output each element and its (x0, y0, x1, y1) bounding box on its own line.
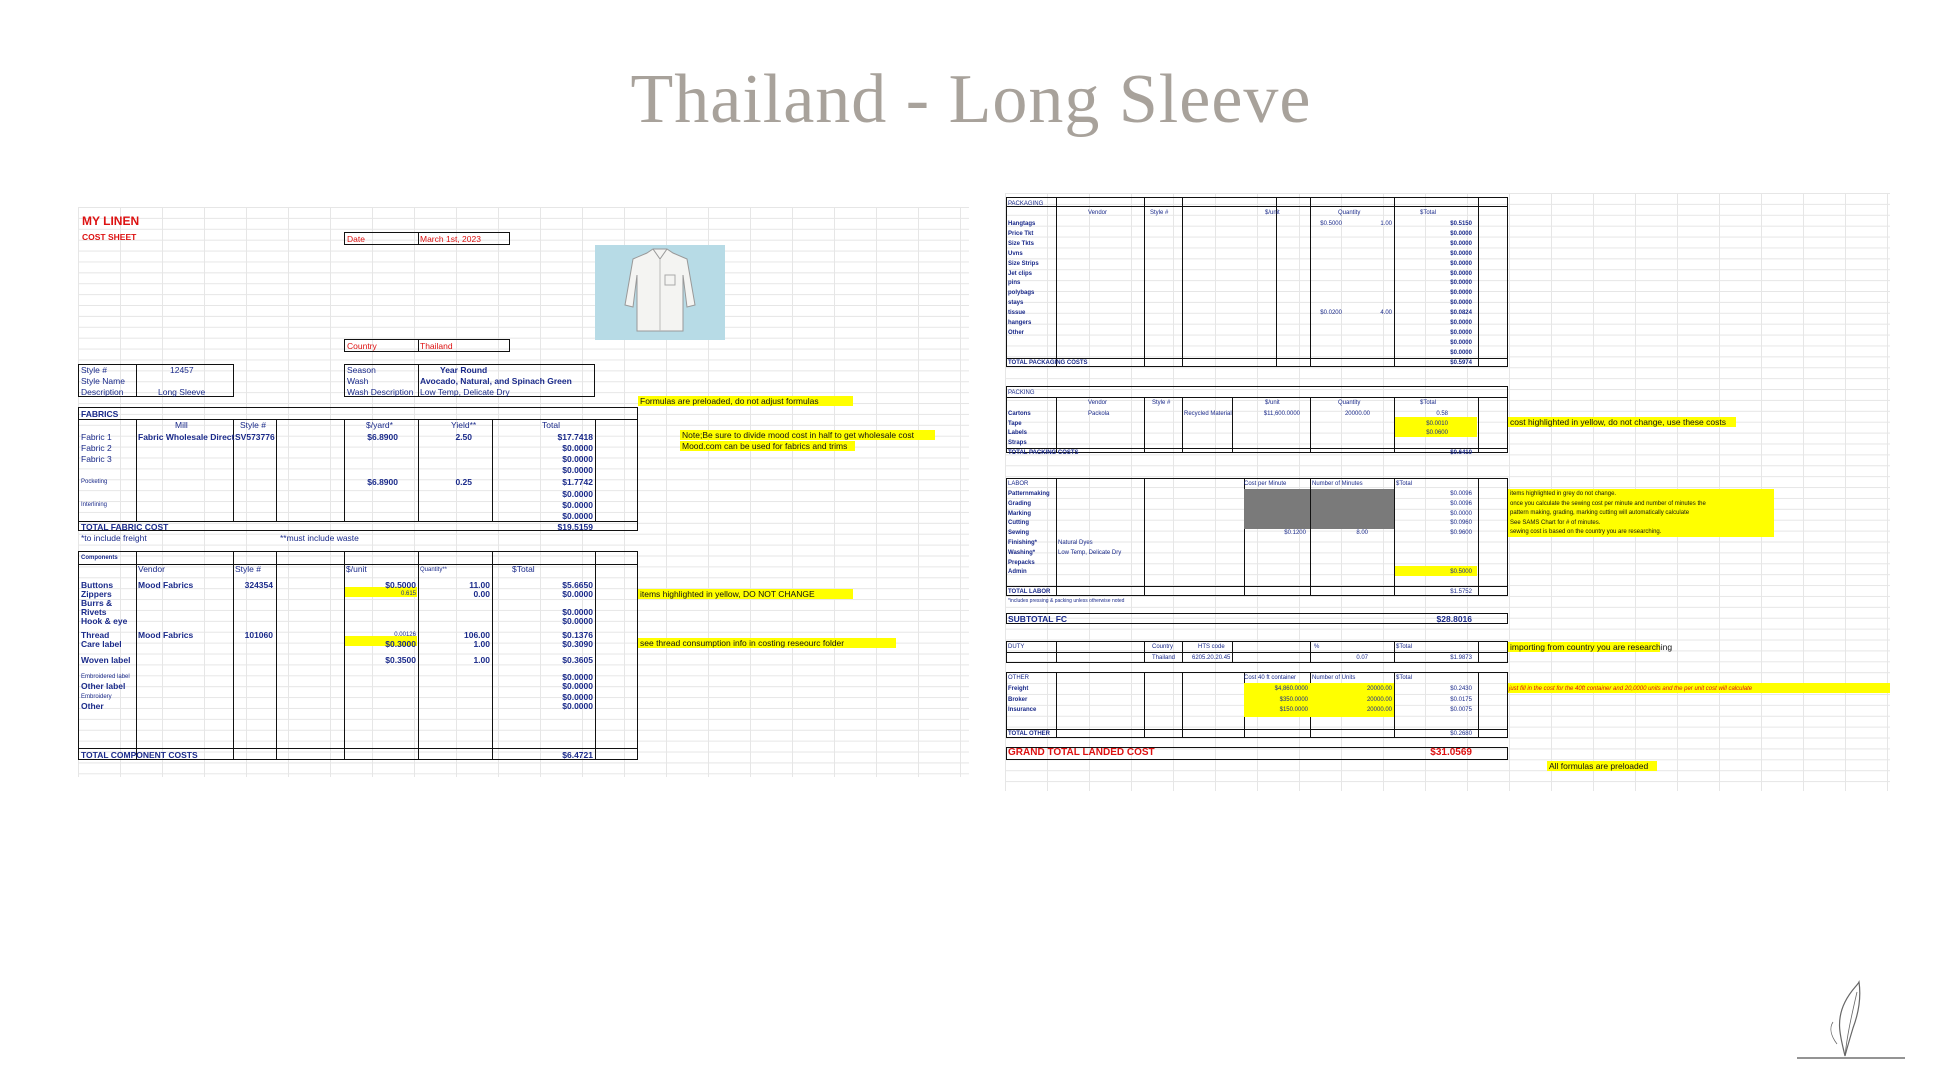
component-row-total: $0.3090 (562, 639, 593, 649)
duty-col-hts: HTS code (1198, 644, 1225, 650)
labor-row-label: Admin (1008, 569, 1027, 576)
labor-col-minutes: Number of Minutes (1312, 481, 1363, 487)
column-line (1478, 397, 1479, 453)
packaging-row-total: $0.0000 (1450, 339, 1472, 346)
other-row-units: 20000.00 (1366, 707, 1392, 714)
description-value: Long Sleeve (158, 387, 206, 397)
packing-col-style: Style # (1152, 400, 1171, 406)
labor-row-min: 8.00 (1356, 530, 1368, 537)
labor-row-label: Sewing (1008, 530, 1030, 537)
packing-row-label: Tape (1008, 420, 1022, 427)
component-row-unit: 0.615 (400, 591, 416, 597)
duty-col-total: $Total (1396, 644, 1413, 650)
packaging-row-total: $0.0000 (1450, 320, 1472, 326)
column-line (1144, 197, 1145, 367)
column-line (1310, 489, 1311, 529)
labor-row-total: $0.0096 (1450, 500, 1472, 507)
column-line (1276, 197, 1277, 367)
total-fabric-label: TOTAL FABRIC COST (81, 522, 169, 532)
fab-col-style: Style # (240, 420, 266, 430)
component-row-total: $0.3605 (562, 655, 593, 665)
column-line (1394, 197, 1395, 367)
column-line (136, 364, 137, 397)
column-line (1478, 478, 1479, 596)
packaging-row-total: $0.0000 (1450, 230, 1472, 237)
total-packing-label: TOTAL PACKING COSTS (1008, 450, 1079, 456)
duty-label: DUTY (1008, 644, 1025, 650)
component-row-total: $5.6650 (562, 580, 593, 590)
column-line (344, 551, 345, 760)
duty-note: importing from country you are researching (1510, 642, 1673, 652)
fabric-row-label: Fabric 2 (81, 443, 112, 453)
column-line (418, 232, 419, 245)
fabric-row-label: Fabric 1 (81, 432, 112, 442)
labor-row-label: Washing* (1008, 549, 1036, 556)
fabric-row-label: Fabric 3 (81, 454, 112, 464)
component-row-vendor: Mood Fabrics (138, 580, 194, 590)
grand-total-value: $31.0569 (1430, 747, 1472, 758)
component-row-unit: $0.5000 (385, 580, 416, 590)
brand-title: MY LINEN (82, 214, 140, 228)
column-line (418, 551, 419, 760)
packaging-row-label: Price Tkt (1008, 230, 1034, 237)
other-col-total: $Total (1396, 675, 1413, 681)
fabric-row-mill: Fabric Wholesale Direct (138, 432, 235, 442)
column-line (1394, 478, 1395, 596)
fabric-row-total: $0.0000 (562, 454, 593, 464)
fabric-row-label: Pocketing (81, 479, 108, 485)
column-line (418, 339, 419, 352)
component-row-total: $0.1376 (562, 630, 593, 640)
date-label: Date (347, 234, 365, 244)
packing-col-qty: Quantity (1338, 400, 1361, 406)
column-line (1144, 478, 1145, 596)
packaging-row-unit: $0.5000 (1320, 221, 1342, 227)
labor-footnote: *includes pressing & packing unless otherwise noted (1008, 598, 1125, 604)
total-other-value: $0.2680 (1450, 731, 1472, 737)
component-row-label: Burrs & (81, 598, 113, 608)
labor-note: items highlighted in grey do not change. (1510, 491, 1617, 497)
subtotal-value: $28.8016 (1436, 614, 1472, 624)
component-row-label: Care label (81, 639, 122, 649)
comp-col-style: Style # (235, 564, 261, 574)
component-row-label: Other (81, 701, 104, 711)
slide-title: Thailand - Long Sleeve (630, 61, 1312, 138)
duty-col-country: Country (1152, 644, 1174, 650)
fabric-row-style: SV573776 (235, 432, 275, 442)
total-packing-value: $0.6410 (1450, 450, 1472, 456)
other-row-units: 20000.00 (1366, 686, 1392, 692)
component-row-label: Embroidered label (81, 674, 130, 680)
labor-note: once you calculate the sewing cost per minute and number of minutes the (1510, 500, 1706, 507)
component-row-total: $0.0000 (562, 672, 593, 682)
fabrics-header: FABRICS (81, 409, 119, 419)
packaging-row-total: $0.0000 (1450, 270, 1472, 277)
other-row-cost: $350.0000 (1279, 696, 1308, 703)
pkg-col-vendor: Vendor (1088, 210, 1108, 216)
total-components-value: $6.4721 (562, 750, 593, 760)
packaging-row-total: $0.0000 (1450, 240, 1472, 247)
packing-row-total: 0.58 (1436, 411, 1448, 417)
component-row-label: Zippers (81, 589, 112, 599)
other-row-total: $0.0075 (1450, 707, 1472, 714)
labor-row-label: Finishing* (1008, 540, 1037, 546)
component-row-label: Buttons (81, 580, 114, 590)
wash-desc-label: Wash Description (347, 387, 414, 397)
grey-locked-cells (1244, 489, 1394, 529)
season-value: Year Round (440, 365, 488, 375)
labor-row-total: $0.5000 (1450, 569, 1472, 576)
component-row-unit: 0.00126 (394, 632, 416, 638)
packaging-row-label: Hangtags (1008, 221, 1036, 227)
fabric-row-yard: $6.8900 (367, 477, 398, 487)
component-row-label: Hook & eye (81, 616, 128, 626)
comp-col-vendor: Vendor (138, 564, 165, 574)
packing-row-label: Straps (1008, 440, 1027, 447)
labor-col-cpm: Cost per Minute (1244, 481, 1287, 487)
labor-row-total: $0.0960 (1450, 520, 1472, 527)
other-row-label: Insurance (1008, 707, 1037, 714)
style-name-label: Style Name (81, 376, 125, 386)
packaging-row-total: $0.0000 (1450, 300, 1472, 307)
wash-label: Wash (347, 376, 369, 386)
packing-row-label: Cartons (1008, 411, 1031, 417)
comp-col-total: $Total (512, 564, 535, 574)
packaging-row-total: $0.0000 (1450, 329, 1472, 336)
component-row-label: Woven label (81, 655, 131, 665)
labor-row-total: $0.0000 (1450, 510, 1472, 517)
packaging-row-label: hangers (1008, 320, 1032, 326)
labor-row-cpm: $0.1200 (1284, 530, 1306, 537)
style-no-label: Style # (81, 365, 107, 375)
labor-row-label: Cutting (1008, 520, 1029, 527)
packing-note: cost highlighted in yellow, do not change, use these costs (1510, 417, 1726, 427)
fabric-row-yield: 0.25 (455, 477, 472, 487)
total-components-label: TOTAL COMPONENT COSTS (81, 750, 198, 760)
column-line (1182, 397, 1183, 453)
column-line (492, 551, 493, 760)
labor-row-vendor: Low Temp, Delicate Dry (1058, 549, 1122, 556)
packing-row-qty: 20000.00 (1344, 411, 1370, 417)
yellow-note: items highlighted in yellow, DO NOT CHANGE (640, 589, 815, 599)
other-note: just fill in the cost for the 40ft container and 20,0000 units and the per unit cost will calculate (1509, 686, 1753, 692)
shirt-photo (595, 245, 725, 340)
right-cost-sheet (1005, 193, 1890, 791)
column-line (233, 551, 234, 760)
column-line (1182, 197, 1183, 367)
packaging-row-total: $0.5150 (1450, 221, 1472, 227)
packaging-row-total: $0.0824 (1450, 310, 1472, 317)
fabric-row-yield: 2.50 (455, 432, 472, 442)
description-label: Description (81, 387, 124, 397)
component-row-total: $0.0000 (562, 701, 593, 711)
component-row-qty: 1.00 (473, 655, 490, 665)
packing-col-vendor: Vendor (1088, 400, 1108, 406)
other-row-total: $0.2430 (1450, 686, 1472, 692)
fabric-row-total: $0.0000 (562, 465, 593, 475)
fabric-note-1: Note;Be sure to divide mood cost in half to get wholesale cost (682, 430, 914, 440)
other-col-cost: Cost 40 ft container (1244, 675, 1297, 681)
component-row-qty: 106.00 (464, 630, 490, 640)
labor-row-total: $0.9600 (1450, 530, 1472, 537)
packaging-row-label: Jet clips (1008, 270, 1033, 277)
left-cost-sheet (78, 207, 969, 777)
component-row-label: Rivets (81, 607, 107, 617)
labor-row-vendor: Natural Dyes (1058, 540, 1093, 546)
column-line (595, 551, 596, 760)
total-fabric-value: $19.5159 (557, 522, 593, 532)
freight-note: *to include freight (81, 533, 147, 543)
fabric-row-label: Interlining (81, 502, 108, 508)
packaging-row-total: $0.0000 (1450, 290, 1472, 297)
total-packaging-label: TOTAL PACKAGING COSTS (1008, 360, 1088, 366)
fab-col-yield: Yield** (451, 420, 477, 430)
packaging-row-label: Size Tkts (1008, 240, 1035, 247)
column-line (276, 551, 277, 760)
style-no-value: 12457 (170, 365, 194, 375)
labor-row-total: $0.0096 (1450, 491, 1472, 497)
component-row-style: 324354 (244, 580, 273, 590)
pkg-col-unit: $/unit (1265, 210, 1280, 216)
packing-row-label: Labels (1008, 430, 1028, 437)
pkg-col-style: Style # (1150, 210, 1169, 216)
other-header: OTHER (1008, 675, 1029, 681)
column-line (276, 419, 277, 522)
packaging-row-label: tissue (1008, 310, 1026, 317)
country-value: Thailand (420, 341, 453, 351)
leaf-logo-icon (1795, 978, 1907, 1060)
preloaded-note: All formulas are preloaded (1549, 761, 1649, 771)
rule-line (78, 748, 638, 749)
other-row-label: Broker (1008, 696, 1028, 703)
wash-value: Avocado, Natural, and Spinach Green (420, 376, 572, 386)
country-label: Country (347, 341, 377, 351)
component-row-total: $0.0000 (562, 616, 593, 626)
column-line (1310, 397, 1311, 453)
component-row-unit: $0.3500 (385, 655, 416, 665)
fab-col-yard: $/yard* (366, 420, 393, 430)
cost-sheet-label: COST SHEET (82, 232, 137, 242)
column-line (1056, 197, 1057, 367)
column-line (344, 419, 345, 522)
date-value: March 1st, 2023 (420, 234, 481, 244)
column-line (1056, 478, 1057, 596)
packaging-row-label: Other (1008, 329, 1025, 336)
component-row-total: $0.0000 (562, 607, 593, 617)
grand-total-label: GRAND TOTAL LANDED COST (1008, 747, 1155, 758)
fabric-row-total: $0.0000 (562, 489, 593, 499)
labor-col-total: $Total (1396, 481, 1413, 487)
fabric-note-2: Mood.com can be used for fabrics and trims (682, 441, 848, 451)
component-row-style: 101060 (244, 630, 273, 640)
duty-country: Thailand (1152, 655, 1176, 661)
packaging-header: PACKAGING (1008, 201, 1044, 207)
season-label: Season (347, 365, 376, 375)
packaging-row-label: Uvns (1008, 250, 1023, 257)
labor-note: See SAMS Chart for # of minutes. (1510, 519, 1601, 526)
column-line (1232, 397, 1233, 453)
column-line (1478, 197, 1479, 367)
other-col-units: Number of Units (1312, 675, 1356, 681)
wash-desc-value: Low Temp, Delicate Dry (420, 387, 510, 397)
component-row-total: $0.0000 (562, 692, 593, 702)
labor-row-label: Marking (1008, 510, 1032, 517)
packaging-row-label: polybags (1008, 290, 1035, 297)
thread-note: see thread consumption info in costing reseourc folder (640, 638, 845, 648)
column-line (136, 551, 137, 760)
labor-row-label: Patternmaking (1008, 491, 1050, 497)
subtotal-label: SUBTOTAL FC (1008, 614, 1068, 624)
component-row-qty: 1.00 (473, 639, 490, 649)
packing-row-total: $0.0600 (1426, 430, 1448, 437)
packaging-row-unit: $0.0200 (1320, 310, 1342, 317)
packing-col-unit: $/unit (1265, 400, 1280, 406)
packaging-row-total: $0.0000 (1450, 280, 1472, 287)
column-line (136, 419, 137, 522)
packing-row-total: $0.0010 (1426, 420, 1448, 427)
component-row-label: Other label (81, 681, 126, 691)
rule-line (1006, 206, 1508, 207)
packaging-row-total: $0.0000 (1450, 349, 1472, 356)
total-other-label: TOTAL OTHER (1008, 731, 1050, 737)
component-row-label: Thread (81, 630, 110, 640)
packaging-row-label: stays (1008, 300, 1024, 307)
packing-row-style: Recycled Material (1184, 411, 1232, 417)
packaging-row-total: $0.0000 (1450, 260, 1472, 267)
labor-row-label: Prepacks (1008, 559, 1035, 566)
column-line (1056, 397, 1057, 453)
component-row-label: Embroidery (81, 694, 112, 700)
packaging-row-label: Size Strips (1008, 260, 1039, 267)
packing-col-total: $Total (1420, 400, 1437, 406)
fabric-row-total: $0.0000 (562, 500, 593, 510)
component-row-qty: 11.00 (469, 580, 490, 590)
formulas-note: Formulas are preloaded, do not adjust formulas (640, 396, 819, 406)
component-row-total: $0.0000 (562, 589, 593, 599)
component-row-vendor: Mood Fabrics (138, 630, 194, 640)
labor-note: sewing cost is based on the country you are researching. (1510, 529, 1662, 536)
component-row-total: $0.0000 (562, 681, 593, 691)
other-row-cost: $4,860.0000 (1274, 686, 1308, 692)
fab-col-total: Total (542, 420, 560, 430)
duty-total: $1.9873 (1450, 655, 1472, 661)
labor-row-label: Grading (1008, 500, 1032, 507)
packing-header: PACKING (1008, 390, 1035, 396)
column-line (418, 364, 419, 397)
total-labor-value: $1.5752 (1450, 589, 1472, 595)
duty-pct: 0.07 (1356, 655, 1368, 661)
pkg-col-total: $Total (1420, 210, 1437, 216)
component-row-unit: $0.3000 (385, 639, 416, 649)
fabric-row-total: $0.0000 (562, 511, 593, 521)
total-packaging-value: $0.5974 (1450, 360, 1472, 366)
packing-row-vendor: Packola (1088, 411, 1110, 417)
fabric-row-total: $1.7742 (562, 477, 593, 487)
fab-col-mill: Mill (175, 420, 188, 430)
other-row-cost: $150.0000 (1279, 707, 1308, 714)
packaging-row-qty: 4.00 (1380, 310, 1392, 317)
column-line (418, 419, 419, 522)
column-line (492, 419, 493, 522)
waste-note: **must include waste (280, 533, 359, 543)
comp-col-unit: $/unit (346, 564, 367, 574)
column-line (595, 419, 596, 522)
other-row-total: $0.0175 (1450, 696, 1472, 703)
fabric-row-total: $0.0000 (562, 443, 593, 453)
pkg-col-qty: Quantity (1338, 210, 1361, 216)
components-header: Components (81, 555, 118, 561)
packaging-row-total: $0.0000 (1450, 250, 1472, 257)
duty-col-pct: % (1314, 644, 1320, 650)
comp-col-qty: Quantity** (420, 567, 448, 573)
duty-hts: 6205.20.20.45 (1192, 655, 1231, 661)
total-labor-label: TOTAL LABOR (1008, 589, 1051, 595)
packing-row-unit: $11,600.0000 (1263, 411, 1300, 417)
packaging-row-label: pins (1008, 280, 1021, 287)
other-row-label: Freight (1008, 686, 1029, 692)
fabric-row-yard: $6.8900 (367, 432, 398, 442)
labor-header: LABOR (1008, 481, 1029, 487)
column-line (1144, 397, 1145, 453)
labor-note: pattern making, grading, marking cutting will automatically calculate (1510, 510, 1690, 517)
fabric-row-total: $17.7418 (557, 432, 593, 442)
other-row-units: 20000.00 (1366, 696, 1392, 703)
packaging-row-qty: 1.00 (1380, 221, 1392, 227)
component-row-qty: 0.00 (473, 589, 490, 599)
